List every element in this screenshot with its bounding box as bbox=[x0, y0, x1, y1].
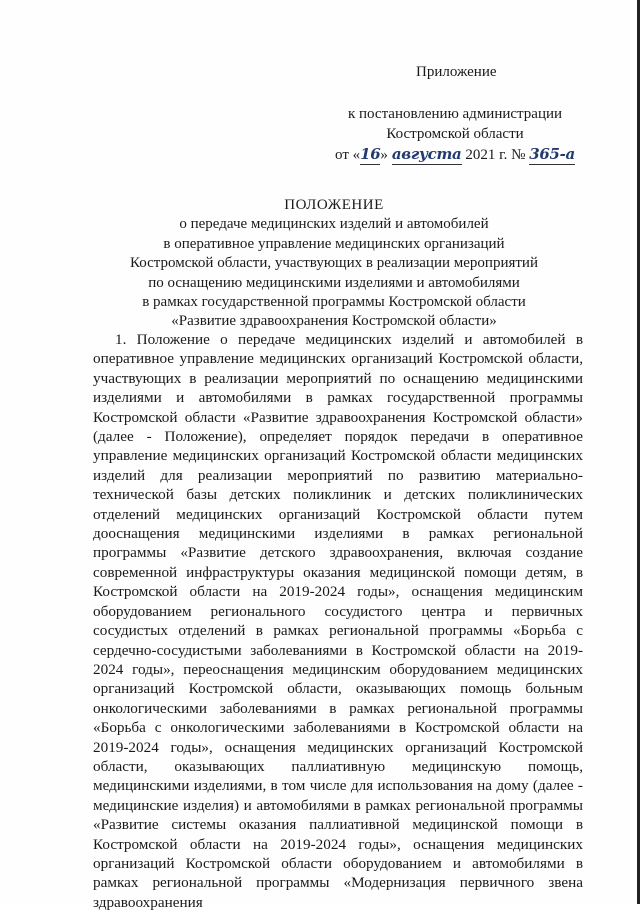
date-prefix: от bbox=[335, 147, 349, 163]
title-line-4: по оснащению медицинскими изделиями и автомобилями bbox=[148, 274, 520, 291]
paragraph-1: 1. Положение о передаче медицинских изделий и автомобилей в оперативное управление медицинских организаций Костромской области, участвующих в реализации мероприятий по оснащению медицинскими изделиями и автомобилями в рамках государственной программы Костромской области «Развитие здравоохранения Костромской области» (далее - Положение), определяет порядок передачи в оперативное управление медицинских организаций Костромской области медицинских изделий для реализации мероприятий по развитию материально-технической базы детских поликлиник и детских поликлинических отделений медицинских организаций Костромской области путем дооснащения медицинскими изделиями в рамках региональной программы «Развитие детского здравоохранения, включая создание современной инфраструктуры оказания медицинской помощи детям, в Костромской области на 2019-2024 годы», оснащения медицинским оборудованием регионального сосудистого центра и первичных сосудистых отделений в рамках региональной программы «Борьба с сердечно-сосудистыми заболеваниями в Костромской области на 2019-2024 годы», переоснащения медицинским оборудованием медицинских организаций Костромской области, оказывающих помощь больным онкологическими заболеваниями в рамках региональной программы «Борьба с онкологическими заболеваниями в Костромской области на 2019-2024 годы», оснащения медицинских организаций Костромской области, оказывающих паллиативную медицинскую помощь, медицинскими изделиями, в том числе для использования на дому (далее - медицинские изделия) и автомобилями в рамках региональной программы «Развитие системы оказания паллиативной медицинской помощи в Костромской области на 2019-2024 годы», оснащения медицинских организаций Костромской области оборудованием и автомобилями в рамках региональной программы «Модернизация первичного звена здравоохранения bbox=[93, 331, 583, 911]
title-line-6: «Развитие здравоохранения Костромской области» bbox=[171, 313, 497, 330]
quote-open: « bbox=[352, 147, 361, 163]
decree-reference bbox=[305, 104, 605, 165]
title-line-5: в рамках государственной программы Костромской области bbox=[142, 294, 526, 311]
handwritten-number: 365-а bbox=[529, 145, 575, 163]
document-title bbox=[80, 196, 588, 332]
title-line-3: Костромской области, участвующих в реализации мероприятий bbox=[130, 255, 538, 272]
title-line-2: в оперативное управление медицинских организаций bbox=[163, 235, 505, 252]
handwritten-month: августа bbox=[391, 145, 462, 163]
title-heading: ПОЛОЖЕНИЕ bbox=[284, 197, 384, 213]
title-line-1: о передаче медицинских изделий и автомобилей bbox=[179, 216, 489, 233]
decree-line-1: к постановлению администрации bbox=[347, 106, 563, 122]
appendix-label: Приложение bbox=[416, 64, 497, 80]
handwritten-day: 16 bbox=[360, 145, 381, 163]
decree-line-2: Костромской области bbox=[386, 126, 524, 142]
decree-date-line bbox=[305, 144, 605, 165]
quote-close: » bbox=[380, 147, 388, 163]
year-suffix: 2021 г. № bbox=[465, 147, 526, 163]
